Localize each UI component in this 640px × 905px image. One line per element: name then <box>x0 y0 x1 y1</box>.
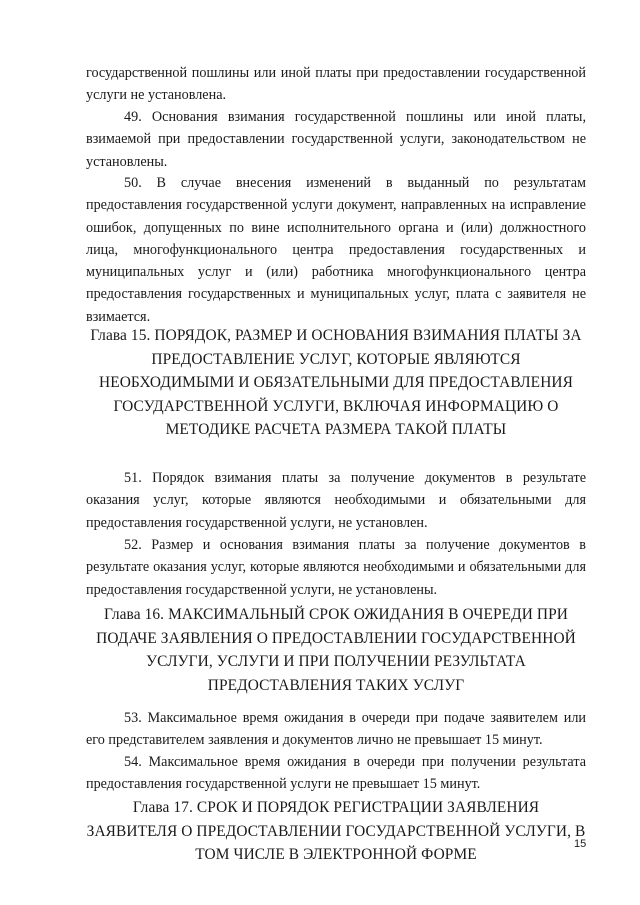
page-number: 15 <box>574 838 587 850</box>
paragraph-48-continuation: государственной пошлины или иной платы при предоставлении государственной услуги не установлена. <box>86 65 586 104</box>
paragraph-53: 53. Максимальное время ожидания в очереди при подаче заявителем или его представителем заявления и документов лично не превышает 15 минут. <box>86 710 586 749</box>
paragraph-50: 50. В случае внесения изменений в выданный по результатам предоставления государственной услуги документ, направленных на исправление ошибок, допущенных по вине исполнительного органа и (или) должностного лица, многофункционального центра предоставления государственных и муниципальных услуг и (или) работника многофункционального центра предоставления государственных и муниципальных услуг, плата с заявителя не взимается. <box>86 175 586 325</box>
paragraph-52: 52. Размер и основания взимания платы за получение документов в результате оказания услуг, которые являются необходимыми и обязательными для предоставления государственной услуги, не установлены. <box>86 537 586 598</box>
paragraph-54: 54. Максимальное время ожидания в очереди при получении результата предоставления государственной услуги не превышает 15 минут. <box>86 754 586 793</box>
paragraph-49: 49. Основания взимания государственной пошлины или иной платы, взимаемой при предоставлении государственной услуги, законодательством не установлены. <box>86 109 586 170</box>
chapter-16-heading: Глава 16. МАКСИМАЛЬНЫЙ СРОК ОЖИДАНИЯ В ОЧЕРЕДИ ПРИ ПОДАЧЕ ЗАЯВЛЕНИЯ О ПРЕДОСТАВЛЕНИИ ГОСУДАРСТВЕННОЙ УСЛУГИ, УСЛУГИ И ПРИ ПОЛУЧЕНИИ РЕЗУЛЬТАТА ПРЕДОСТАВЛЕНИЯ ТАКИХ УСЛУГ <box>96 606 576 694</box>
chapter-15-heading: Глава 15. ПОРЯДОК, РАЗМЕР И ОСНОВАНИЯ ВЗИМАНИЯ ПЛАТЫ ЗА ПРЕДОСТАВЛЕНИЕ УСЛУГ, КОТОРЫЕ ЯВЛЯЮТСЯ НЕОБХОДИМЫМИ И ОБЯЗАТЕЛЬНЫМИ ДЛЯ ПРЕДОСТАВЛЕНИЯ ГОСУДАРСТВЕННОЙ УСЛУГИ, ВКЛЮЧАЯ ИНФОРМАЦИЮ О МЕТОДИКЕ РАСЧЕТА РАЗМЕРА ТАКОЙ ПЛАТЫ <box>90 327 582 438</box>
chapter-17-heading: Глава 17. СРОК И ПОРЯДОК РЕГИСТРАЦИИ ЗАЯВЛЕНИЯ ЗАЯВИТЕЛЯ О ПРЕДОСТАВЛЕНИИ ГОСУДАРСТВЕННОЙ УСЛУГИ, В ТОМ ЧИСЛЕ В ЭЛЕКТРОННОЙ ФОРМЕ <box>86 799 586 863</box>
paragraph-51: 51. Порядок взимания платы за получение документов в результате оказания услуг, которые являются необходимыми и обязательными для предоставления государственной услуги, не установлен. <box>86 470 586 531</box>
